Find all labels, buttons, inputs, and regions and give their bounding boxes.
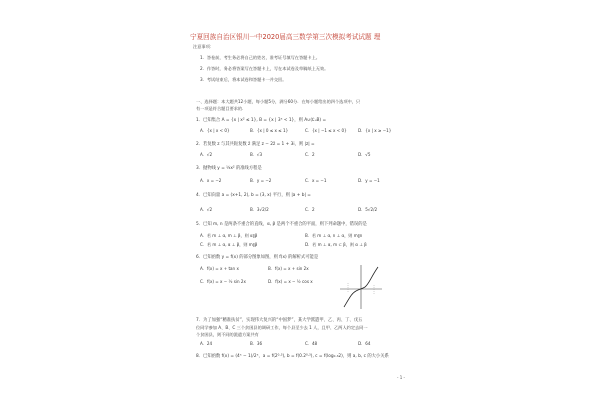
q3-option-a: A．x = −2 — [200, 178, 222, 183]
q7-option-a: A．24 — [200, 341, 213, 346]
document-page — [178, 0, 422, 400]
notice-1: 1．答卷前，考生务必将自己的姓名，准考证号填写在答题卡上。 — [200, 55, 320, 60]
notice-2: 2．作答时，务必将答案写在答题卡上，写在本试卷及草稿纸上无效。 — [200, 66, 329, 71]
function-graph — [338, 263, 384, 311]
q2-option-a: A．√2 — [200, 152, 213, 157]
q1-option-d: D．{x | x ≥ −1} — [358, 128, 392, 133]
q7-option-b: B．36 — [250, 341, 263, 346]
q5-option-a: A．若 m ⊥ α, m ⊥ β，则 α∥β — [200, 233, 258, 238]
exam-title: 宁夏回族自治区银川一中2020届高三数学第三次模拟考试试题 理 — [190, 33, 381, 41]
q3-option-b: B．y = −2 — [250, 178, 272, 183]
q6-option-d: D．f(x) = x − ½ cos x — [268, 279, 313, 284]
question-7-stem: 7．为了加强“精准扶贫”，实现伟大复兴的“中国梦”，某大学派遣甲、乙、丙、丁、戊五 — [196, 318, 363, 323]
q5-option-b: B．若 m ⊥ α, n ⊥ α，则 m∥n — [305, 233, 363, 238]
question-8-stem: 8．已知函数 f(x) = (4ˣ − 1)/2ˣ，a = f(2⁰·³), b = f(0.2⁰·³), c = f(log₀.₃2)，则 a, b, c 的大小关系 — [196, 354, 389, 359]
question-4-stem: 4．已知向量 a = (x+1, 2), b = (3, x) 平行，则 |a + b| = — [196, 193, 311, 198]
question-2-stem: 2．若复数 z 与其共轭复数 z̄ 满足 z − 2z̄ = 1 + 3i，则 |z| = — [196, 142, 315, 147]
page-number: - 1 - — [397, 375, 405, 380]
q5-option-d: D．若 m ⊥ α, m ⊂ β，则 α ⊥ β — [305, 242, 367, 247]
q4-option-c: C．2 — [305, 207, 315, 212]
q1-option-c: C．{x | −1 ≤ x < 0} — [305, 128, 347, 133]
question-7-stem-cont2: 个贫困县，则不同的派遣方案共有 — [196, 332, 259, 337]
q4-option-a: A．√2 — [200, 207, 213, 212]
question-3-stem: 3．抛物线 y = ¼x² 的准线方程是 — [196, 166, 262, 171]
q2-option-b: B．√3 — [250, 152, 263, 157]
q3-option-c: C．x = −1 — [305, 178, 327, 183]
q3-option-d: D．y = −1 — [358, 178, 380, 183]
notice-header: 注意事项： — [193, 44, 214, 49]
notice-3: 3．考试结束后，将本试卷和答题卡一并交回。 — [200, 77, 287, 82]
q7-option-c: C．48 — [305, 341, 318, 346]
question-7-stem-cont: 位同学参加 A、B、C 三个贫困县的调研工作，每个县至少去 1 人，且甲、乙两人约定去同一 — [196, 325, 368, 330]
q7-option-d: D．64 — [358, 341, 371, 346]
q2-option-c: C．2 — [305, 152, 315, 157]
q4-option-b: B．3√2/2 — [250, 207, 269, 212]
q1-option-b: B．{x | 0 ≤ x ≤ 1} — [250, 128, 289, 133]
q1-option-a: A．{x | x < 0} — [200, 128, 230, 133]
question-5-stem: 5．已知 m, n 是两条不重合的直线，α, β 是两个不重合的平面，则下列命题中，错误的是 — [196, 222, 367, 227]
q5-option-c: C．若 m ⊥ α, α ⊥ β，则 m∥β — [200, 242, 258, 247]
q6-option-c: C．f(x) = x − ½ sin 2x — [200, 279, 246, 284]
q6-option-b: B．f(x) = x + sin 2x — [268, 266, 309, 271]
q2-option-d: D．√5 — [358, 152, 371, 157]
section-heading-cont: 有一项是符合题目要求的． — [196, 106, 247, 111]
question-1-stem: 1．已知集合 A = {x | x² ≤ 1}, B = {x | 3ˣ < 1}，则 A∪(∁ᵤB) = — [196, 118, 327, 123]
question-6-stem: 6．已知函数 y = f(x) 的部分图象如图，则 f(x) 的解析式可能是 — [196, 255, 319, 260]
section-heading: 一、选择题：本大题共12小题，每小题5分，满分60分．在每小题给出的四个选项中，只 — [196, 99, 361, 104]
q4-option-d: D．5√2/2 — [358, 207, 378, 212]
q6-option-a: A．f(x) = x + tan x — [200, 266, 239, 271]
